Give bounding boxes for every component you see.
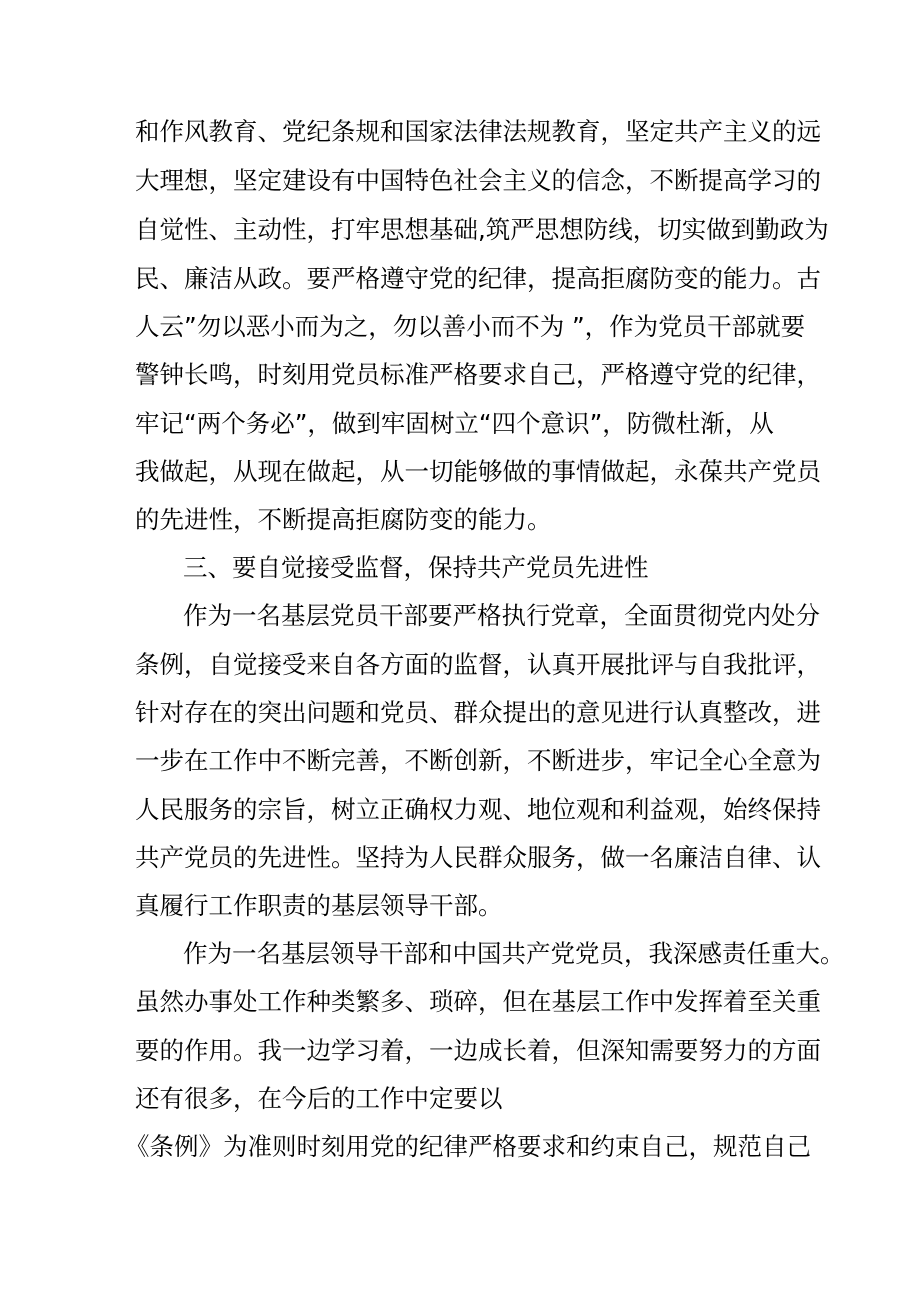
text-line: 虽然办事处工作种类繁多、琐碎，但在基层工作中发挥着至关重 <box>135 987 821 1016</box>
text-line: 和作风教育、党纪条规和国家法律法规教育，坚定共产主义的远 <box>135 117 821 146</box>
text-line: 我做起，从现在做起，从一切能够做的事情做起，永葆共产党员 <box>135 457 821 486</box>
text-line: 人云”勿以恶小而为之，勿以善小而不为 ”，作为党员干部就要 <box>135 312 806 341</box>
text-line: 针对存在的突出问题和党员、群众提出的意见进行认真整改，进 <box>135 698 821 727</box>
text-line: 牢记“两个务必”，做到牢固树立“四个意识”，防微杜渐，从 <box>135 409 774 438</box>
text-line: 警钟长鸣，时刻用党员标准严格要求自己，严格遵守党的纪律， <box>135 360 821 389</box>
text-line: 民、廉洁从政。要严格遵守党的纪律，提高拒腐防变的能力。古 <box>135 264 821 293</box>
text-line: 要的作用。我一边学习着，一边成长着，但深知需要努力的方面 <box>135 1036 821 1065</box>
text-line: 大理想，坚定建设有中国特色社会主义的信念，不断提高学习的 <box>135 166 821 195</box>
text-line: 人民服务的宗旨，树立正确权力观、地位观和利益观，始终保持 <box>135 795 821 824</box>
text-line: 的先进性，不断提高拒腐防变的能力。 <box>135 505 552 534</box>
paragraph-first-line: 作为一名基层领导干部和中国共产党党员，我深感责任重大。 <box>183 939 845 968</box>
section-heading: 三、要自觉接受监督，保持共产党员先进性 <box>183 553 649 582</box>
text-line: 自觉性、主动性，打牢思想基础,筑严思想防线，切实做到勤政为 <box>135 215 829 244</box>
text-line: 《条例》为准则时刻用党的纪律严格要求和约束自己，规范自己 <box>125 1132 811 1161</box>
text-line: 条例，自觉接受来自各方面的监督，认真开展批评与自我批评， <box>135 650 821 679</box>
paragraph-first-line: 作为一名基层党员干部要严格执行党章，全面贯彻党内处分 <box>183 601 820 630</box>
text-line: 共产党员的先进性。坚持为人民群众服务，做一名廉洁自律、认 <box>135 843 821 872</box>
text-line: 还有很多，在今后的工作中定要以 <box>135 1084 503 1113</box>
text-line: 一步在工作中不断完善，不断创新，不断进步，牢记全心全意为 <box>135 746 821 775</box>
text-line: 真履行工作职责的基层领导干部。 <box>135 891 503 920</box>
